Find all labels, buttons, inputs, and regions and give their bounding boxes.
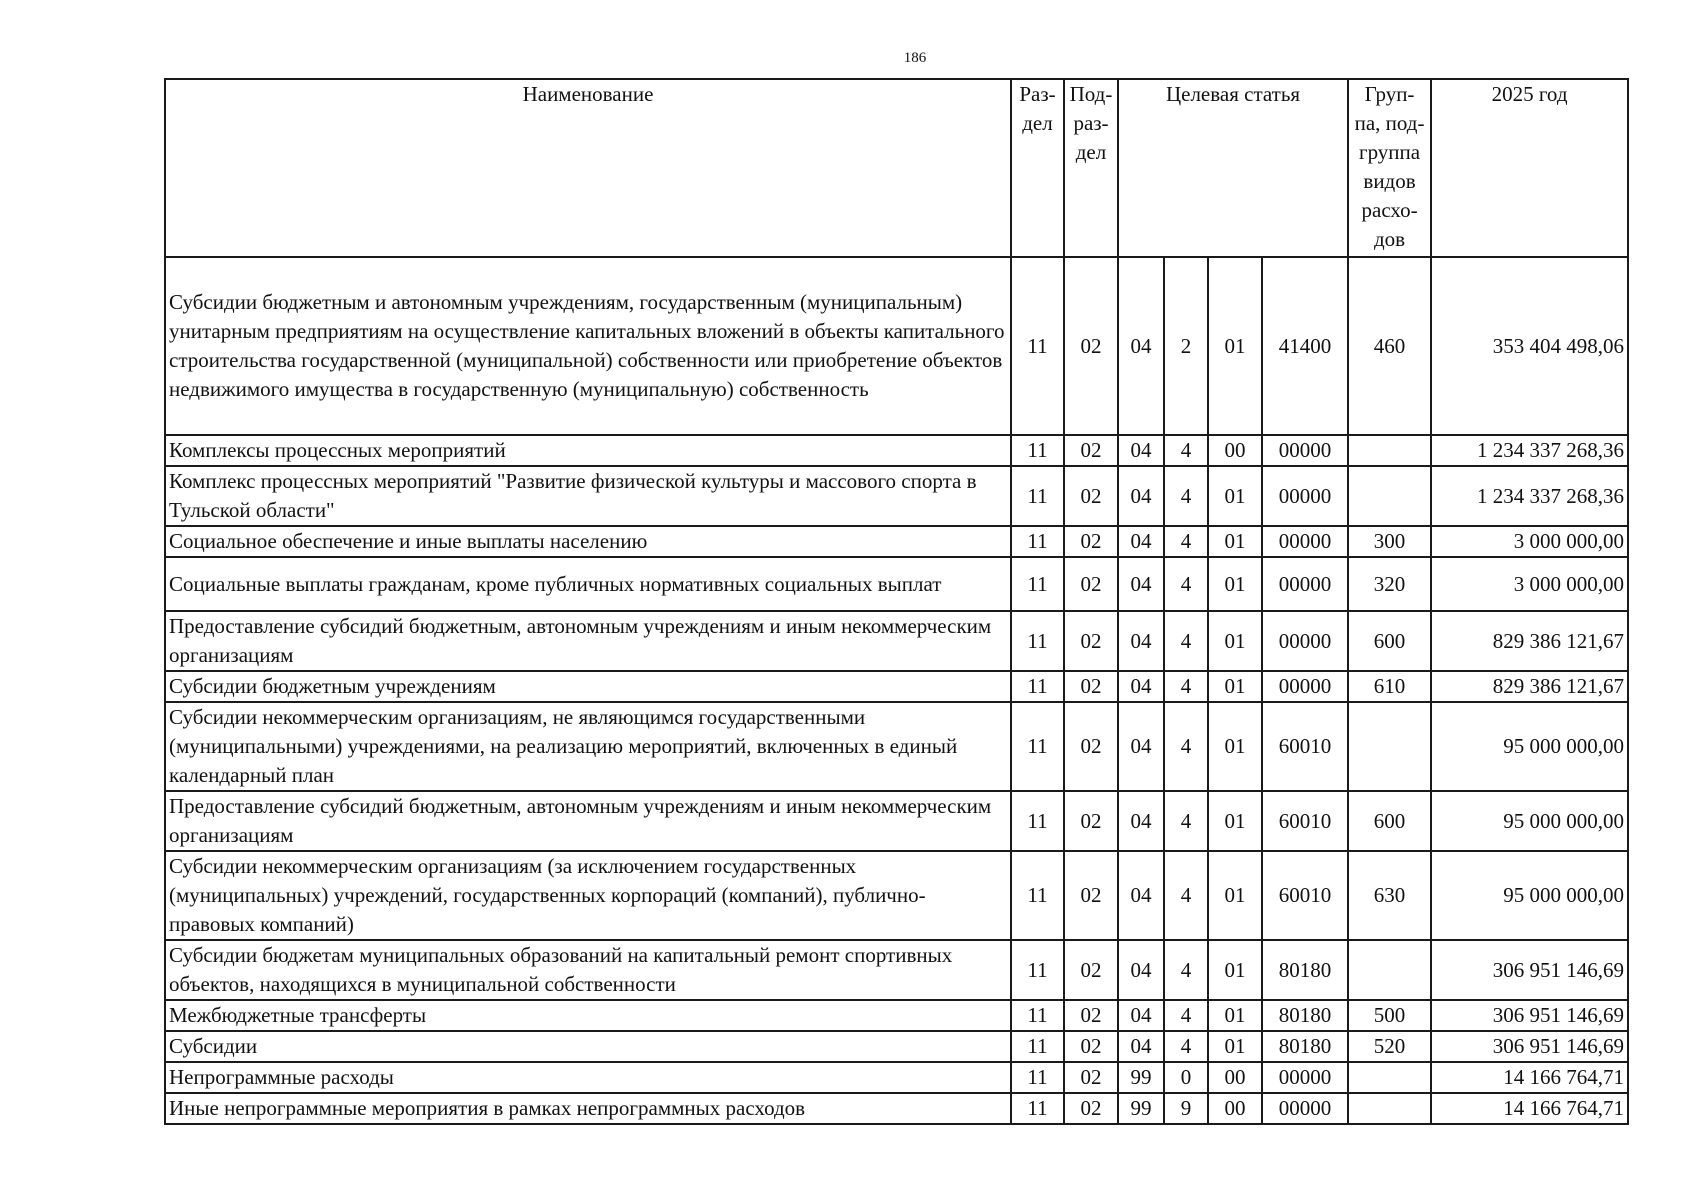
row-target-part-3: 01 [1208, 1031, 1262, 1062]
row-name: Межбюджетные трансферты [165, 1000, 1011, 1031]
row-name: Предоставление субсидий бюджетным, автономным учреждениям и иным некоммерческим организациям [165, 611, 1011, 671]
row-target-part-1: 99 [1118, 1093, 1164, 1124]
row-target-part-4: 00000 [1262, 1062, 1348, 1093]
row-section: 11 [1011, 557, 1064, 611]
row-name: Субсидии бюджетным учреждениям [165, 671, 1011, 702]
row-subsection: 02 [1064, 466, 1118, 526]
row-expense-group: 320 [1348, 557, 1431, 611]
row-section: 11 [1011, 851, 1064, 940]
row-target-part-2: 4 [1164, 671, 1208, 702]
row-expense-group [1348, 435, 1431, 466]
row-target-part-1: 04 [1118, 257, 1164, 435]
row-amount: 829 386 121,67 [1431, 671, 1628, 702]
table-row [165, 791, 1628, 851]
row-target-part-3: 01 [1208, 791, 1262, 851]
table-row [165, 1062, 1628, 1093]
row-expense-group: 600 [1348, 611, 1431, 671]
row-target-part-3: 01 [1208, 557, 1262, 611]
row-name: Социальное обеспечение и иные выплаты населению [165, 526, 1011, 557]
table-row [165, 1000, 1628, 1031]
row-target-part-2: 4 [1164, 557, 1208, 611]
row-target-part-4: 60010 [1262, 702, 1348, 791]
row-subsection: 02 [1064, 435, 1118, 466]
row-subsection: 02 [1064, 671, 1118, 702]
row-name: Комплексы процессных мероприятий [165, 435, 1011, 466]
row-expense-group [1348, 940, 1431, 1000]
table-row [165, 526, 1628, 557]
row-amount: 353 404 498,06 [1431, 257, 1628, 435]
row-amount: 306 951 146,69 [1431, 1031, 1628, 1062]
page-number: 186 [903, 50, 927, 66]
row-target-part-3: 01 [1208, 702, 1262, 791]
row-section: 11 [1011, 466, 1064, 526]
row-target-part-1: 04 [1118, 671, 1164, 702]
table-row [165, 435, 1628, 466]
table-row [165, 1093, 1628, 1124]
row-amount: 14 166 764,71 [1431, 1093, 1628, 1124]
header-name: Наименование [165, 79, 1011, 257]
row-target-part-4: 00000 [1262, 526, 1348, 557]
row-name: Субсидии [165, 1031, 1011, 1062]
row-amount: 14 166 764,71 [1431, 1062, 1628, 1093]
row-target-part-2: 4 [1164, 940, 1208, 1000]
row-target-part-1: 04 [1118, 851, 1164, 940]
table-row [165, 702, 1628, 791]
row-name: Социальные выплаты гражданам, кроме публичных нормативных социальных выплат [165, 557, 1011, 611]
row-target-part-3: 01 [1208, 466, 1262, 526]
row-target-part-2: 4 [1164, 466, 1208, 526]
row-subsection: 02 [1064, 702, 1118, 791]
row-target-part-4: 80180 [1262, 940, 1348, 1000]
row-target-part-1: 04 [1118, 611, 1164, 671]
row-section: 11 [1011, 791, 1064, 851]
row-target-part-4: 41400 [1262, 257, 1348, 435]
row-section: 11 [1011, 1000, 1064, 1031]
row-target-part-3: 01 [1208, 526, 1262, 557]
row-section: 11 [1011, 671, 1064, 702]
row-target-part-1: 04 [1118, 940, 1164, 1000]
row-target-part-2: 4 [1164, 702, 1208, 791]
row-subsection: 02 [1064, 257, 1118, 435]
row-section: 11 [1011, 702, 1064, 791]
row-section: 11 [1011, 940, 1064, 1000]
row-section: 11 [1011, 611, 1064, 671]
row-name: Субсидии некоммерческим организациям, не являющимся государственными (муниципальными) учреждениями, на реализацию мероприятий, включенных в единый календарный план [165, 702, 1011, 791]
row-target-part-4: 00000 [1262, 611, 1348, 671]
table-row [165, 557, 1628, 611]
row-target-part-2: 4 [1164, 1031, 1208, 1062]
row-section: 11 [1011, 257, 1064, 435]
row-subsection: 02 [1064, 1062, 1118, 1093]
row-expense-group [1348, 702, 1431, 791]
row-subsection: 02 [1064, 526, 1118, 557]
row-name: Комплекс процессных мероприятий "Развитие физической культуры и массового спорта в Тульской области" [165, 466, 1011, 526]
row-subsection: 02 [1064, 557, 1118, 611]
table-row [165, 851, 1628, 940]
row-target-part-3: 01 [1208, 257, 1262, 435]
row-section: 11 [1011, 526, 1064, 557]
table-row [165, 1031, 1628, 1062]
row-target-part-3: 00 [1208, 1062, 1262, 1093]
row-target-part-1: 04 [1118, 1000, 1164, 1031]
row-target-part-1: 04 [1118, 1031, 1164, 1062]
row-target-part-4: 80180 [1262, 1031, 1348, 1062]
row-target-part-1: 04 [1118, 791, 1164, 851]
row-subsection: 02 [1064, 851, 1118, 940]
row-amount: 829 386 121,67 [1431, 611, 1628, 671]
row-expense-group: 300 [1348, 526, 1431, 557]
row-target-part-2: 4 [1164, 435, 1208, 466]
row-target-part-3: 00 [1208, 435, 1262, 466]
row-amount: 95 000 000,00 [1431, 702, 1628, 791]
row-section: 11 [1011, 1062, 1064, 1093]
row-target-part-1: 04 [1118, 466, 1164, 526]
row-target-part-2: 4 [1164, 526, 1208, 557]
row-expense-group: 610 [1348, 671, 1431, 702]
row-subsection: 02 [1064, 611, 1118, 671]
row-target-part-2: 4 [1164, 851, 1208, 940]
row-amount: 95 000 000,00 [1431, 791, 1628, 851]
row-name: Иные непрограммные мероприятия в рамках непрограммных расходов [165, 1093, 1011, 1124]
row-name: Субсидии бюджетным и автономным учреждениям, государственным (муниципальным) унитарным предприятиям на осуществление капитальных вложений в объекты капитального строительства государственной (муниципальной) собственности или приобретение объектов недвижимого имущества в государственную (муниципальную) собственность [165, 257, 1011, 435]
table-body [165, 257, 1628, 1124]
header-row [165, 79, 1628, 257]
row-amount: 3 000 000,00 [1431, 557, 1628, 611]
row-subsection: 02 [1064, 1031, 1118, 1062]
row-target-part-2: 0 [1164, 1062, 1208, 1093]
row-amount: 1 234 337 268,36 [1431, 435, 1628, 466]
row-target-part-2: 4 [1164, 611, 1208, 671]
header-expense-group: Груп- па, под- группа видов расхо- дов [1348, 79, 1431, 257]
row-target-part-1: 04 [1118, 557, 1164, 611]
row-target-part-4: 00000 [1262, 671, 1348, 702]
table-row [165, 257, 1628, 435]
row-target-part-1: 04 [1118, 435, 1164, 466]
row-target-part-1: 04 [1118, 702, 1164, 791]
row-expense-group: 520 [1348, 1031, 1431, 1062]
row-target-part-1: 04 [1118, 526, 1164, 557]
row-target-part-4: 60010 [1262, 851, 1348, 940]
row-target-part-3: 01 [1208, 940, 1262, 1000]
budget-table [164, 78, 1629, 1125]
row-subsection: 02 [1064, 1093, 1118, 1124]
row-subsection: 02 [1064, 791, 1118, 851]
table-row [165, 671, 1628, 702]
row-target-part-4: 00000 [1262, 557, 1348, 611]
table-row [165, 466, 1628, 526]
row-section: 11 [1011, 1093, 1064, 1124]
row-target-part-4: 00000 [1262, 466, 1348, 526]
row-expense-group [1348, 1093, 1431, 1124]
row-amount: 3 000 000,00 [1431, 526, 1628, 557]
row-target-part-4: 00000 [1262, 1093, 1348, 1124]
row-amount: 306 951 146,69 [1431, 1000, 1628, 1031]
row-name: Субсидии бюджетам муниципальных образований на капитальный ремонт спортивных объектов, находящихся в муниципальной собственности [165, 940, 1011, 1000]
row-target-part-2: 4 [1164, 791, 1208, 851]
header-section: Раз- дел [1011, 79, 1064, 257]
row-target-part-2: 4 [1164, 1000, 1208, 1031]
header-subsection: Под- раз- дел [1064, 79, 1118, 257]
row-target-part-3: 01 [1208, 1000, 1262, 1031]
row-target-part-2: 9 [1164, 1093, 1208, 1124]
row-target-part-3: 01 [1208, 851, 1262, 940]
row-target-part-4: 00000 [1262, 435, 1348, 466]
header-target-article: Целевая статья [1118, 79, 1348, 257]
row-section: 11 [1011, 1031, 1064, 1062]
row-subsection: 02 [1064, 940, 1118, 1000]
row-name: Субсидии некоммерческим организациям (за исключением государственных (муниципальных) учреждений, государственных корпораций (компаний), публично-правовых компаний) [165, 851, 1011, 940]
row-expense-group: 500 [1348, 1000, 1431, 1031]
row-target-part-3: 00 [1208, 1093, 1262, 1124]
row-name: Предоставление субсидий бюджетным, автономным учреждениям и иным некоммерческим организациям [165, 791, 1011, 851]
header-year: 2025 год [1431, 79, 1628, 257]
row-target-part-2: 2 [1164, 257, 1208, 435]
row-expense-group: 460 [1348, 257, 1431, 435]
row-target-part-4: 60010 [1262, 791, 1348, 851]
row-expense-group: 630 [1348, 851, 1431, 940]
row-target-part-3: 01 [1208, 671, 1262, 702]
row-target-part-3: 01 [1208, 611, 1262, 671]
row-target-part-4: 80180 [1262, 1000, 1348, 1031]
row-amount: 306 951 146,69 [1431, 940, 1628, 1000]
row-amount: 95 000 000,00 [1431, 851, 1628, 940]
row-expense-group: 600 [1348, 791, 1431, 851]
row-name: Непрограммные расходы [165, 1062, 1011, 1093]
table-row [165, 940, 1628, 1000]
table-row [165, 611, 1628, 671]
row-target-part-1: 99 [1118, 1062, 1164, 1093]
row-expense-group [1348, 466, 1431, 526]
row-section: 11 [1011, 435, 1064, 466]
row-expense-group [1348, 1062, 1431, 1093]
row-subsection: 02 [1064, 1000, 1118, 1031]
row-amount: 1 234 337 268,36 [1431, 466, 1628, 526]
